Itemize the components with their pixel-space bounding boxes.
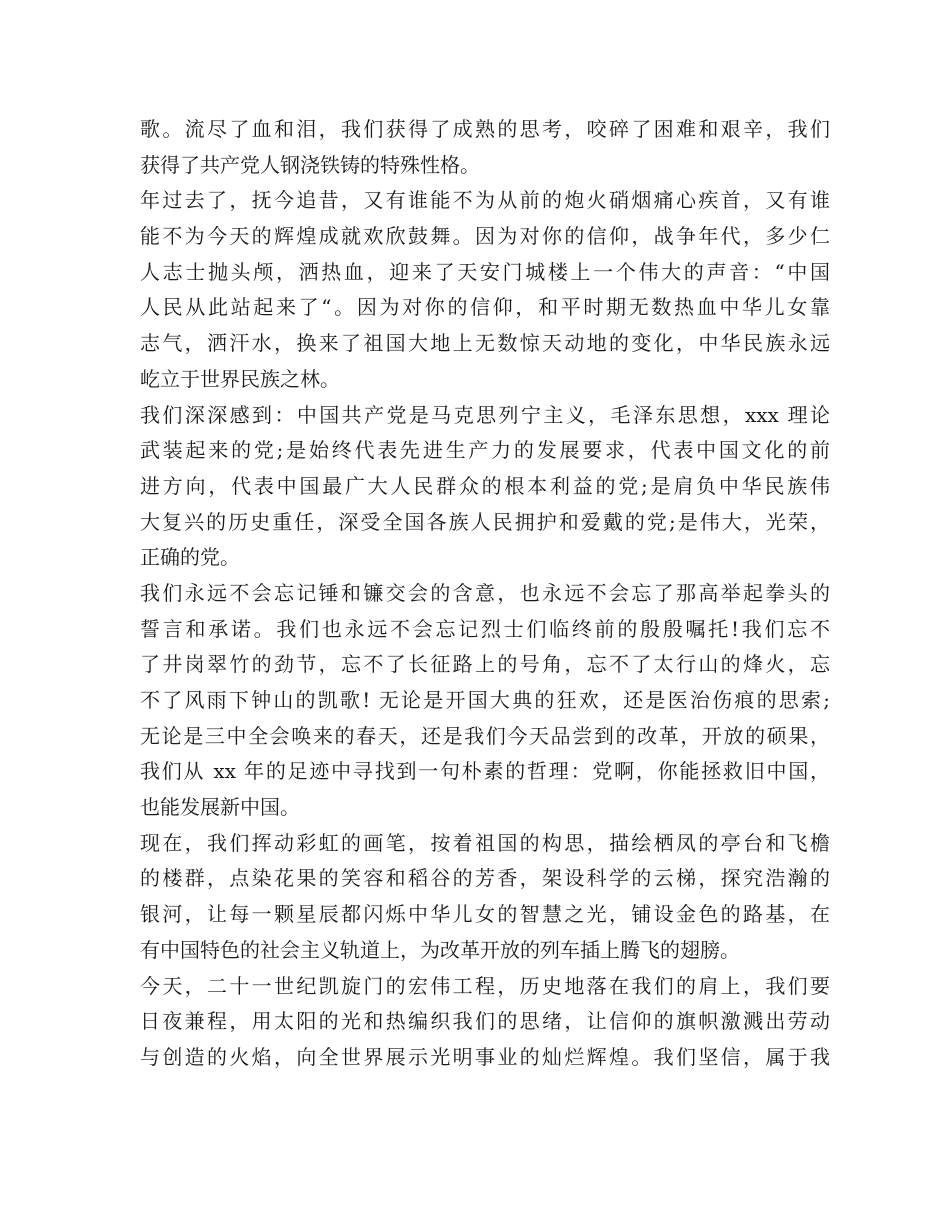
- text-line: 歌。流尽了血和泪，我们获得了成熟的思考，咬碎了困难和艰辛，我们: [140, 117, 830, 141]
- text-line: 现在，我们挥动彩虹的画笔，按着祖国的构思，描绘栖凤的亭台和飞檐: [140, 830, 830, 855]
- text-line: 人民从此站起来了“。因为对你的信仰，和平时期无数热血中华儿女靠: [140, 295, 830, 320]
- text-line: 进方向，代表中国最广大人民群众的根本利益的党;是肩负中华民族伟: [140, 473, 830, 498]
- text-line: 我们从 xx 年的足迹中寻找到一句朴素的哲理：党啊，你能拯救旧中国，: [140, 759, 830, 784]
- paragraph: [140, 826, 830, 969]
- text-line: 人志士抛头颅，洒热血，迎来了天安门城楼上一个伟大的声音：“中国: [140, 259, 830, 284]
- text-line: 了井岗翠竹的劲节，忘不了长征路上的号角，忘不了太行山的烽火，忘: [140, 652, 830, 677]
- text-line: 与创造的火焰，向全世界展示光明事业的灿烂辉煌。我们坚信，属于我: [140, 1044, 830, 1069]
- text-line: 年过去了，抚今追昔，又有谁能不为从前的炮火硝烟痛心疾首，又有谁: [140, 188, 830, 213]
- paragraph: [140, 969, 830, 1076]
- text-line: 誓言和承诺。我们也永远不会忘记烈士们临终前的殷殷嘱托!我们忘不: [140, 616, 830, 641]
- document-body: [140, 112, 830, 1076]
- paragraph: [140, 398, 830, 576]
- text-line: 的楼群，点染花果的笑容和稻谷的芳香，架设科学的云梯，探究浩瀚的: [140, 866, 830, 891]
- text-line: 正确的党。: [140, 545, 240, 570]
- text-line: 志气，洒汗水，换来了祖国大地上无数惊天动地的变化，中华民族永远: [140, 331, 830, 356]
- text-line: 今天，二十一世纪凯旋门的宏伟工程，历史地落在我们的肩上，我们要: [140, 973, 830, 998]
- text-line: 获得了共产党人钢浇铁铸的特殊性格。: [140, 152, 480, 177]
- text-line: 银河，让每一颗星辰都闪烁中华儿女的智慧之光，铺设金色的路基，在: [140, 902, 830, 927]
- text-line: 屹立于世界民族之林。: [140, 366, 340, 391]
- text-line: 不了风雨下钟山的凯歌! 无论是开国大典的狂欢，还是医治伤痕的思索;: [140, 688, 830, 712]
- paragraph: [140, 576, 830, 826]
- text-line: 无论是三中全会唤来的春天，还是我们今天品尝到的改革，开放的硕果，: [140, 723, 830, 748]
- text-line: 有中国特色的社会主义轨道上，为改革开放的列车插上腾飞的翅膀。: [140, 937, 740, 962]
- text-line: 也能发展新中国。: [140, 795, 300, 820]
- paragraph: [140, 112, 830, 183]
- text-line: 大复兴的历史重任，深受全国各族人民拥护和爱戴的党;是伟大，光荣，: [140, 509, 830, 534]
- text-line: 能不为今天的辉煌成就欢欣鼓舞。因为对你的信仰，战争年代，多少仁: [140, 224, 830, 249]
- text-line: 我们永远不会忘记锤和镰交会的含意，也永远不会忘了那高举起拳头的: [140, 580, 830, 605]
- paragraph: [140, 183, 830, 397]
- text-line: 武装起来的党;是始终代表先进生产力的发展要求，代表中国文化的前: [140, 438, 830, 463]
- text-line: 我们深深感到：中国共产党是马克思列宁主义，毛泽东思想，xxx 理论: [140, 402, 830, 427]
- text-line: 日夜兼程，用太阳的光和热编织我们的思绪，让信仰的旗帜激溅出劳动: [140, 1009, 830, 1034]
